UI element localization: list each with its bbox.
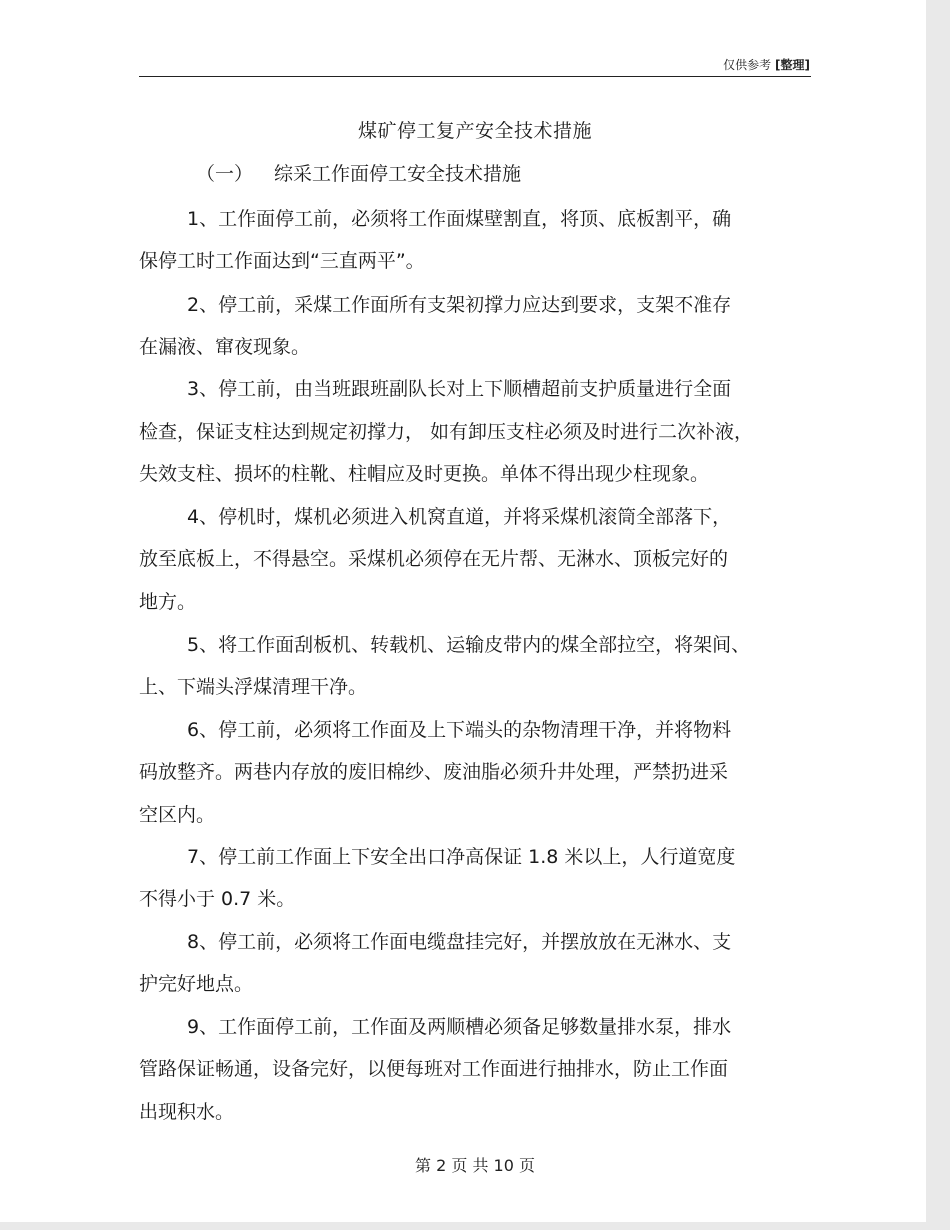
paragraph-line: 保停工时工作面达到“三直两平”。 [139,250,425,272]
paragraph-line: 6、停工前，必须将工作面及上下端头的杂物清理干净，并将物料 [187,719,732,741]
paragraph-line: 不得小于 0.7 米。 [139,888,296,910]
section-heading-text: 综采工作面停工安全技术措施 [274,163,522,185]
document-title: 煤矿停工复产安全技术措施 [357,120,592,142]
paragraph-line: 检查，保证支柱达到规定初撑力， 如有卸压支柱必须及时进行二次补液， [139,421,754,443]
header-note-tag: [整理] [775,58,810,72]
page-bottom-shadow [0,1222,950,1230]
paragraph-line: 8、停工前，必须将工作面电缆盘挂完好，并摆放放在无淋水、支 [187,931,732,953]
paragraph-line: 护完好地点。 [139,973,254,995]
header-note-text: 仅供参考 [723,58,772,72]
paragraph-line: 5、将工作面刮板机、转载机、运输皮带内的煤全部拉空，将架间、 [187,634,751,656]
paragraph-line: 放至底板上，不得悬空。采煤机必须停在无片帮、无淋水、顶板完好的 [139,548,729,570]
section-heading [196,159,521,186]
paragraph-line: 3、停工前，由当班跟班副队长对上下顺槽超前支护质量进行全面 [187,378,732,400]
section-number: （一） [196,163,254,185]
paragraph-line: 2、停工前，采煤工作面所有支架初撑力应达到要求，支架不准存 [187,294,732,316]
paragraph-line: 码放整齐。两巷内存放的废旧棉纱、废油脂必须升井处理，严禁扔进采 [139,761,729,783]
header-divider [139,76,811,77]
paragraph-line: 失效支柱、损坏的柱靴、柱帽应及时更换。单体不得出现少柱现象。 [139,463,710,485]
paragraph-line: 上、下端头浮煤清理干净。 [139,676,368,698]
header-note [723,56,810,73]
paragraph-line: 在漏液、窜夜现象。 [139,336,311,358]
paragraph-line: 7、停工前工作面上下安全出口净高保证 1.8 米以上，人行道宽度 [187,846,736,868]
page-number-footer: 第 2 页 共 10 页 [415,1156,535,1175]
paragraph-line: 1、工作面停工前，必须将工作面煤壁割直，将顶、底板割平，确 [187,208,732,230]
paragraph-line: 9、工作面停工前，工作面及两顺槽必须备足够数量排水泵，排水 [187,1016,732,1038]
paragraph-line: 出现积水。 [139,1101,235,1123]
page-edge-shadow [926,0,950,1230]
paragraph-line: 4、停机时，煤机必须进入机窝直道，并将采煤机滚筒全部落下， [187,506,732,528]
paragraph-line: 管路保证畅通，设备完好，以便每班对工作面进行抽排水，防止工作面 [139,1058,729,1080]
paragraph-line: 地方。 [139,591,197,613]
paragraph-line: 空区内。 [139,804,216,826]
